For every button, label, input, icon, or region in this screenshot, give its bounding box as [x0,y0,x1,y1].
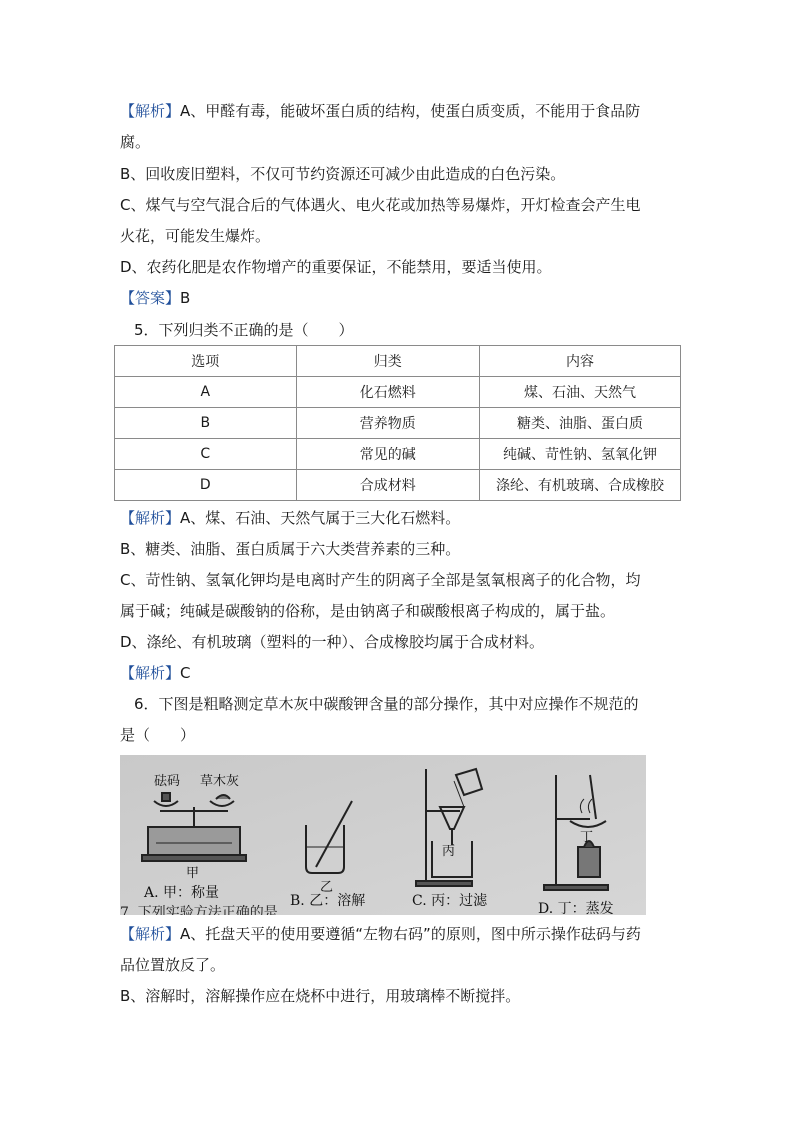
q4-answer [120,288,680,308]
analysis-tag: 【解析】 [120,925,181,943]
table-cell: 煤、石油、天然气 [480,377,681,408]
q4-analysis-c-line2: 火花，可能发生爆炸。 [120,227,271,245]
table-cell: 糖类、油脂、蛋白质 [480,408,681,439]
q6-stem-line2: 是（ ） [120,726,196,744]
caption-d: D. 丁：蒸发 [538,901,614,915]
q4-analysis-b: B、回收废旧塑料，不仅可节约资源还可减少由此造成的白色污染。 [120,165,566,183]
table-cell: 涤纶、有机玻璃、合成橡胶 [480,470,681,501]
q5-analysis-c-line2: 属于碱；纯碱是碳酸钠的俗称，是由钠离子和碳酸根离子构成的，属于盐。 [120,602,616,620]
q5-analysis-d: D、涤纶、有机玻璃（塑料的一种）、合成橡胶均属于合成材料。 [120,633,545,651]
q5-analysis-c-line1: C、苛性钠、氢氧化钾均是电离时产生的阴离子全部是氢氧根离子的化合物，均 [120,571,641,589]
table-header-row [115,346,681,377]
table-cell: D [115,470,297,501]
analysis-tag: 【解析】 [120,664,181,682]
table-cell: 合成材料 [296,470,480,501]
label-ding: 丁 [580,830,594,845]
table-cell: A [115,377,297,408]
q5-options-table [114,345,681,501]
analysis-tag: 【解析】 [120,509,181,527]
label-jia: 甲 [186,866,200,881]
table-cell: 常见的碱 [296,439,480,470]
q5-answer-value: C [180,664,191,682]
table-cell: 纯碱、苛性钠、氢氧化钾 [480,439,681,470]
q5-analysis-a: 【解析】A、煤、石油、天然气属于三大化石燃料。 [120,509,461,527]
experiment-figure-svg [120,755,646,915]
q5-answer [120,663,680,683]
caption-a: A. 甲：称量 [144,885,220,901]
label-bing: 丙 [442,844,456,859]
cutoff-next-question: 7. 下列实验方法正确的是 [120,905,278,915]
table-cell: 化石燃料 [296,377,480,408]
q6-stem-line1: 6．下图是粗略测定草木灰中碳酸钾含量的部分操作，其中对应操作不规范的 [134,695,639,713]
caption-c: C. 丙：过滤 [412,893,488,909]
q4-analysis-c-line1: C、煤气与空气混合后的气体遇火、电火花或加热等易爆炸，开灯检查会产生电 [120,196,641,214]
table-row [115,408,681,439]
table-cell: B [115,408,297,439]
analysis-tag: 【解析】 [120,102,181,120]
q4-answer-value: B [180,289,191,307]
table-row [115,470,681,501]
table-cell: C [115,439,297,470]
table-header-cell: 选项 [115,346,297,377]
q6-analysis-b: B、溶解时，溶解操作应在烧杯中进行，用玻璃棒不断搅拌。 [120,987,521,1005]
q4-analysis-a-line1: 【解析】A、甲醛有毒，能破坏蛋白质的结构，使蛋白质变质，不能用于食品防 [120,102,641,120]
q4-analysis-a-line2: 腐。 [120,133,151,151]
caption-b: B. 乙：溶解 [290,893,366,909]
table-row [115,377,681,408]
label-yi: 乙 [320,880,334,895]
table-row [115,439,681,470]
table-header-cell: 内容 [480,346,681,377]
label-ash: 草木灰 [200,774,240,789]
experiment-figure [120,755,646,915]
table-cell: 营养物质 [296,408,480,439]
label-weights: 砝码 [154,774,181,789]
q6-analysis-a-line1: 【解析】A、托盘天平的使用要遵循“左物右码”的原则，图中所示操作砝码与药 [120,925,641,943]
q4-analysis-d: D、农药化肥是农作物增产的重要保证，不能禁用，要适当使用。 [120,258,552,276]
q5-stem: 5．下列归类不正确的是（ ） [134,321,354,339]
answer-tag: 【答案】 [120,289,181,307]
q5-analysis-b: B、糖类、油脂、蛋白质属于六大类营养素的三种。 [120,540,461,558]
q6-analysis-a-line2: 品位置放反了。 [120,956,226,974]
table-header-cell: 归类 [296,346,480,377]
